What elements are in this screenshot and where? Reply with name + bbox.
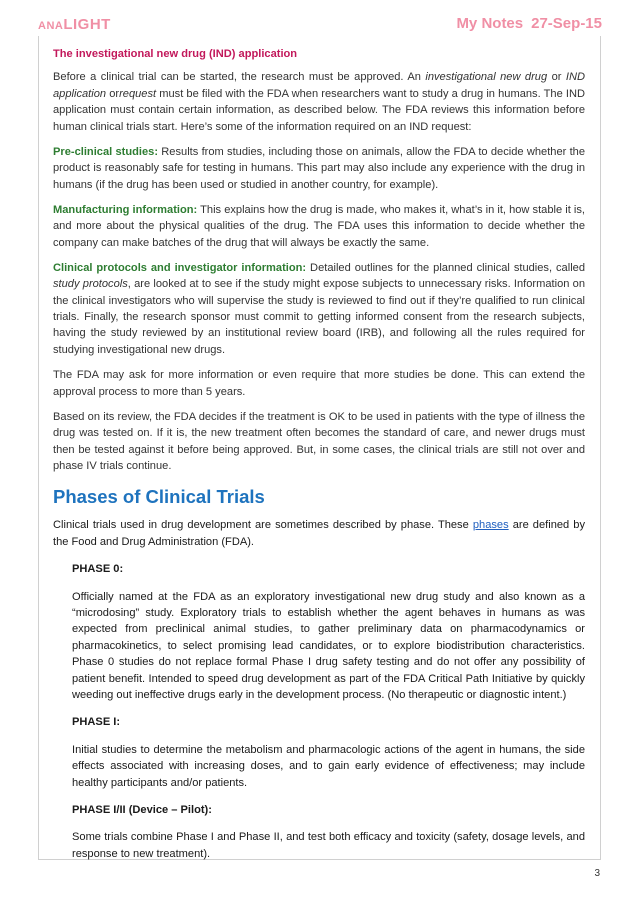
phases-link[interactable]: phases bbox=[472, 519, 509, 532]
brand-logo: ANALIGHT bbox=[38, 16, 111, 33]
page-number: 3 bbox=[594, 868, 600, 879]
phase-1-text: Initial studies to determine the metabolism and pharmacologic actions of the agent in humans, the side effects associated with increasing doses, and to gain early evidence of effectiveness; may include healthy participants and/or patients. bbox=[72, 743, 585, 789]
phases-intro-paragraph: Clinical trials used in drug development are sometimes described by phase. These phases are defined by the Food and Drug Administration (FDA). bbox=[53, 519, 585, 548]
fda-review-paragraph: Based on its review, the FDA decides if the treatment is OK to be used in patients with the type of illness the drug was tested on. If it is, the new treatment often becomes the standard of care, and newer drugs must then be tested against it before being approved. But, in some cases, the clinical trials are still not over and phase IV trials continue. bbox=[53, 410, 585, 472]
header-date: 27-Sep-15 bbox=[531, 15, 602, 32]
fda-more-info-paragraph: The FDA may ask for more information or even require that more studies be done. This can extend the approval process to more than 5 years. bbox=[53, 369, 585, 398]
preclinical-label: Pre-clinical studies: bbox=[53, 145, 159, 158]
ind-title: The investigational new drug (IND) application bbox=[53, 48, 298, 60]
phase-0-label: PHASE 0: bbox=[72, 563, 124, 576]
phase-1-2-label: PHASE I/II (Device – Pilot): bbox=[72, 804, 212, 817]
header-notes: My Notes bbox=[456, 15, 524, 32]
manufacturing-label: Manufacturing information: bbox=[53, 203, 198, 216]
preclinical-paragraph: Pre-clinical studies: Results from studies, including those on animals, allow the FDA to decide whether the product is reasonably safe for testing in humans. This part may also include any experience with the drug in humans (if the drug has been used or studied in another country, for example). bbox=[53, 145, 586, 191]
page-header bbox=[38, 14, 602, 36]
manufacturing-paragraph: Manufacturing information: This explains how the drug is made, who makes it, what’s in it, how stable it is, and more about the physical qualities of the drug. The FDA uses this information to decide whether the company can make batches of the drug that will always be exactly the same. bbox=[53, 203, 585, 249]
clinical-protocols-label: Clinical protocols and investigator information: bbox=[53, 261, 307, 274]
phase-1-label: PHASE I: bbox=[72, 716, 121, 729]
ind-intro-paragraph: Before a clinical trial can be started, the research must be approved. An investigational new drug or IND application orrequest must be filed with the FDA when researchers want to study a drug in humans. The IND application must contain certain information, as described below. The FDA reviews this information before human clinical trials start. Here’s some of the information required on an IND request: bbox=[53, 71, 586, 133]
phase-0-text: Officially named at the FDA as an exploratory investigational new drug study and also known as a “microdosing” study. Exploratory trials to establish whether the agent behaves in humans as was expected from preclinical animal studies, to gather preliminary data on pharmacodynamics or pharmacokinetics, to select promising lead candidates, or to explore biodistribution characteristics. Phase 0 studies do not replace formal Phase I drug safety testing and do not offer any possibility of patient benefit. Intended to speed drug development as part of the FDA Critical Path Initiative by quickly weeding out ineffective drugs early in the development process. (No therapeutic or diagnostic intent.) bbox=[72, 590, 585, 701]
document-body bbox=[53, 46, 585, 871]
phases-heading: Phases of Clinical Trials bbox=[53, 486, 265, 508]
header-notes-date bbox=[456, 15, 602, 32]
clinical-protocols-paragraph: Clinical protocols and investigator information: Detailed outlines for the planned clinical studies, called study protocols, are looked at to see if the study might expose subjects to unnecessary risks. Information on the clinical investigators who will supervise the study is reviewed to find out if they’re qualified to run clinical trials. Finally, the research sponsor must commit to getting informed consent from the research subjects, having the study reviewed by an institutional review board (IRB), and following all the rules required for studying investigational new drugs. bbox=[53, 261, 585, 356]
phase-1-2-text: Some trials combine Phase I and Phase II, and test both efficacy and toxicity (safety, dosage levels, and response to new treatment). bbox=[72, 831, 585, 860]
